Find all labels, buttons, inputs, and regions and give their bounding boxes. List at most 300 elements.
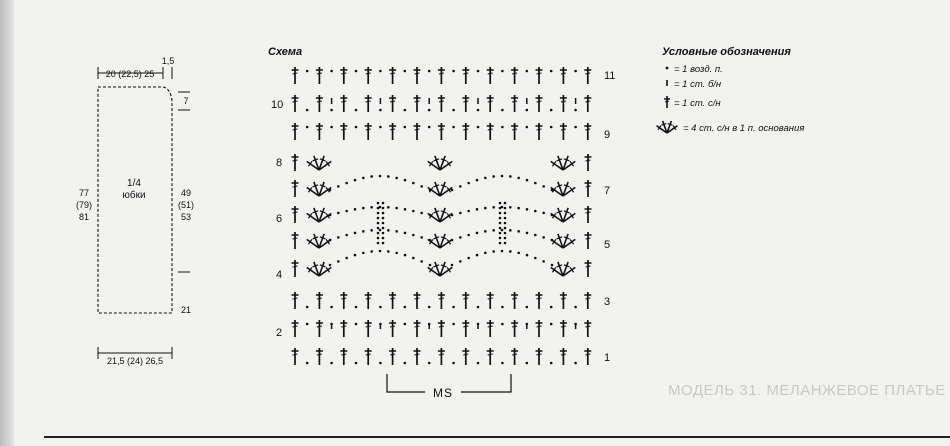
chain-stitch-dot-icon <box>550 126 553 129</box>
chain-stitch-dot-icon <box>412 257 415 260</box>
chain-stitch-dot-icon <box>526 306 529 309</box>
chain-stitch-dot-icon <box>306 126 309 129</box>
chain-stitch-dot-icon <box>501 306 504 309</box>
right-height-2: (51) <box>177 200 195 210</box>
chain-stitch-dot-icon <box>501 250 504 253</box>
row-number-4: 4 <box>276 269 283 281</box>
chain-stitch-dot-icon <box>509 229 512 232</box>
double-crochet-icon <box>487 320 494 337</box>
fan-cluster-icon <box>551 262 576 276</box>
chain-stitch-dot-icon <box>451 189 454 192</box>
chain-stitch-dot-icon <box>550 70 553 73</box>
chain-stitch-dot-icon <box>355 126 358 129</box>
stitch-row <box>292 348 592 365</box>
double-crochet-icon <box>511 348 518 365</box>
chain-stitch-dot-icon <box>476 232 479 235</box>
chain-stitch-dot-icon <box>370 250 373 253</box>
fan-cluster-icon <box>657 121 678 133</box>
chain-stitch-dot-icon <box>509 250 512 253</box>
fan-cluster-icon <box>307 234 332 248</box>
double-crochet-icon <box>462 348 469 365</box>
fan-cluster-icon <box>428 208 453 222</box>
fan-cluster-icon <box>307 182 332 196</box>
double-crochet-icon <box>487 123 494 140</box>
chain-stitch-dot-icon <box>330 306 333 309</box>
edge-double-crochet-icon <box>292 154 299 171</box>
double-crochet-icon <box>365 123 372 140</box>
row-number-6: 6 <box>276 213 283 225</box>
chain-stitch-dot-icon <box>551 189 554 192</box>
chain-stitch-dot-icon <box>370 206 373 209</box>
chain-stitch-dot-icon <box>428 362 431 365</box>
chain-stitch-dot-icon <box>377 202 380 205</box>
edge-double-crochet-icon <box>292 180 299 197</box>
chain-stitch-dot-icon <box>382 202 385 205</box>
chain-stitch-dot-icon <box>404 70 407 73</box>
chain-stitch-dot-icon <box>404 208 407 211</box>
chain-stitch-dot-icon <box>534 257 537 260</box>
chain-stitch-dot-icon <box>337 212 340 215</box>
stitch-row <box>292 67 592 84</box>
chain-stitch-dot-icon <box>499 202 502 205</box>
fan-cluster-icon <box>307 208 332 222</box>
chain-stitch-dot-icon <box>337 236 340 239</box>
chain-stitch-dot-icon <box>574 70 577 73</box>
double-crochet-icon <box>340 320 347 337</box>
edge-double-crochet-icon <box>585 206 592 223</box>
double-crochet-icon <box>316 348 323 365</box>
double-crochet-icon <box>414 67 421 84</box>
chain-stitch-dot-icon <box>420 212 423 215</box>
chain-stitch-dot-icon <box>451 214 454 217</box>
chain-stitch-dot-icon <box>467 210 470 213</box>
double-crochet-icon <box>389 320 396 337</box>
chain-stitch-dot-icon <box>451 264 454 267</box>
double-crochet-icon <box>414 95 421 112</box>
right-height-3: 53 <box>180 212 192 222</box>
double-crochet-icon <box>560 292 567 309</box>
chain-stitch-dot-icon <box>501 362 504 365</box>
chain-stitch-dot-icon <box>330 70 333 73</box>
double-crochet-icon <box>340 67 347 84</box>
chain-stitch-dot-icon <box>550 109 553 112</box>
chain-stitch-dot-icon <box>306 306 309 309</box>
chain-stitch-dot-icon <box>501 70 504 73</box>
row-number-11: 11 <box>604 70 616 82</box>
double-crochet-icon <box>438 123 445 140</box>
chain-stitch-dot-icon <box>452 362 455 365</box>
chain-stitch-dot-icon <box>477 126 480 129</box>
chain-stitch-dot-icon <box>534 182 537 185</box>
chain-stitch-dot-icon <box>330 109 333 112</box>
top-slope-label: 1,5 <box>161 56 175 66</box>
pattern-piece <box>76 56 194 366</box>
chain-stitch-dot-icon <box>377 227 380 230</box>
chain-stitch-dot-icon <box>492 206 495 209</box>
double-crochet-icon <box>414 320 421 337</box>
piece-label-name: юбки <box>122 190 146 201</box>
fan-cluster-icon <box>428 156 453 170</box>
double-crochet-icon <box>584 95 591 112</box>
chain-stitch-dot-icon <box>404 109 407 112</box>
chain-stitch-dot-icon <box>379 229 382 232</box>
double-crochet-icon <box>414 292 421 309</box>
chain-stitch-dot-icon <box>551 239 554 242</box>
chain-stitch-dot-icon <box>476 254 479 257</box>
chain-stitch-dot-icon <box>377 242 380 245</box>
double-crochet-icon <box>340 348 347 365</box>
chain-stitch-dot-icon <box>429 214 432 217</box>
chain-stitch-dot-icon <box>382 242 385 245</box>
double-crochet-icon <box>560 320 567 337</box>
chain-stitch-dot-icon <box>492 250 495 253</box>
double-crochet-icon <box>389 67 396 84</box>
chain-stitch-dot-icon <box>477 70 480 73</box>
chain-stitch-dot-icon <box>377 237 380 240</box>
double-crochet-icon <box>487 292 494 309</box>
chain-stitch-dot-icon <box>504 237 507 240</box>
chain-stitch-dot-icon <box>452 306 455 309</box>
chain-stitch-dot-icon <box>387 175 390 178</box>
chain-stitch-dot-icon <box>467 182 470 185</box>
fan-cluster-icon <box>428 182 453 196</box>
row-number-2: 2 <box>276 327 283 339</box>
chain-stitch-dot-icon <box>526 362 529 365</box>
chain-stitch-dot-icon <box>501 175 504 178</box>
repeat-label: MS <box>433 386 453 400</box>
chain-stitch-dot-icon <box>484 177 487 180</box>
chain-stitch-dot-icon <box>382 227 385 230</box>
left-height-3: 81 <box>78 212 90 222</box>
chain-stitch-dot-icon <box>345 257 348 260</box>
row-number-5: 5 <box>604 239 611 251</box>
double-crochet-icon <box>536 320 543 337</box>
double-crochet-icon <box>340 123 347 140</box>
double-crochet-icon <box>536 95 543 112</box>
chain-stitch-dot-icon <box>459 260 462 263</box>
row-number-3: 3 <box>604 296 611 308</box>
chain-stitch-dot-icon <box>452 323 455 326</box>
double-crochet-icon <box>365 348 372 365</box>
chain-stitch-dot-icon <box>542 212 545 215</box>
chain-stitch-dot-icon <box>574 126 577 129</box>
fan-cluster-icon <box>307 262 332 276</box>
chain-stitch-dot-icon <box>362 177 365 180</box>
chain-stitch-dot-icon <box>428 306 431 309</box>
chain-stitch-dot-icon <box>517 177 520 180</box>
chain-stitch-dot-icon <box>477 109 480 112</box>
double-crochet-icon <box>462 292 469 309</box>
chain-stitch-dot-icon <box>452 109 455 112</box>
chain-stitch-dot-icon <box>395 177 398 180</box>
row-number-1: 1 <box>604 352 611 364</box>
legend-title: Условные обозначения <box>662 46 791 58</box>
chain-stitch-dot-icon <box>526 254 529 257</box>
chain-stitch-dot-icon <box>377 232 380 235</box>
double-crochet-icon <box>292 320 299 337</box>
double-crochet-icon <box>316 95 323 112</box>
chain-stitch-dot-icon <box>387 229 390 232</box>
chain-stitch-dot-icon <box>428 109 431 112</box>
chain-stitch-dot-icon <box>379 126 382 129</box>
chain-stitch-dot-icon <box>504 207 507 210</box>
chain-stitch-dot-icon <box>501 126 504 129</box>
bleed-through-heading: МОДЕЛЬ 31. МЕЛАНЖЕВОЕ ПЛАТЬЕ <box>668 382 946 399</box>
chain-stitch-dot-icon <box>550 362 553 365</box>
chain-stitch-dot-icon <box>501 109 504 112</box>
double-crochet-icon <box>340 292 347 309</box>
double-crochet-icon <box>560 95 567 112</box>
stitch-row <box>292 95 592 112</box>
chain-stitch-dot-icon <box>395 252 398 255</box>
chain-stitch-dot-icon <box>476 208 479 211</box>
piece-label-fraction: 1/4 <box>127 178 141 189</box>
double-crochet-icon <box>340 95 347 112</box>
chain-stitch-dot-icon <box>666 67 669 70</box>
double-crochet-icon <box>438 348 445 365</box>
double-crochet-icon <box>487 67 494 84</box>
chain-stitch-dot-icon <box>499 242 502 245</box>
chain-stitch-dot-icon <box>504 227 507 230</box>
chain-stitch-dot-icon <box>370 229 373 232</box>
double-crochet-icon <box>560 67 567 84</box>
chain-stitch-dot-icon <box>382 217 385 220</box>
double-crochet-icon <box>584 292 591 309</box>
chain-stitch-dot-icon <box>306 323 309 326</box>
double-crochet-icon <box>389 348 396 365</box>
chain-stitch-dot-icon <box>574 362 577 365</box>
double-crochet-icon <box>292 67 299 84</box>
chain-stitch-dot-icon <box>330 362 333 365</box>
double-crochet-icon <box>292 95 299 112</box>
chain-stitch-dot-icon <box>428 126 431 129</box>
fan-cluster-icon <box>428 234 453 248</box>
chain-stitch-dot-icon <box>382 212 385 215</box>
chain-stitch-dot-icon <box>382 222 385 225</box>
chain-stitch-dot-icon <box>550 306 553 309</box>
chain-stitch-dot-icon <box>476 179 479 182</box>
chain-stitch-dot-icon <box>509 175 512 178</box>
chain-stitch-dot-icon <box>382 207 385 210</box>
chain-stitch-dot-icon <box>551 214 554 217</box>
chain-stitch-dot-icon <box>542 236 545 239</box>
chain-stitch-dot-icon <box>526 109 529 112</box>
fan-cluster-icon <box>551 182 576 196</box>
chain-stitch-dot-icon <box>526 179 529 182</box>
chain-stitch-dot-icon <box>509 206 512 209</box>
chain-stitch-dot-icon <box>377 222 380 225</box>
stitch-chart <box>292 67 592 365</box>
double-crochet-icon <box>511 320 518 337</box>
chain-stitch-dot-icon <box>517 252 520 255</box>
edge-double-crochet-icon <box>585 154 592 171</box>
double-crochet-icon <box>511 67 518 84</box>
chain-stitch-dot-icon <box>329 189 332 192</box>
chain-stitch-dot-icon <box>504 222 507 225</box>
fan-cluster-icon <box>551 234 576 248</box>
top-width-label: 20 (22,5) 25 <box>105 69 155 79</box>
stitch-row <box>292 292 592 309</box>
chain-stitch-dot-icon <box>404 126 407 129</box>
legend-item-fan: = 4 ст. с/н в 1 п. основания <box>683 123 805 134</box>
double-crochet-icon <box>365 95 372 112</box>
chain-stitch-dot-icon <box>459 212 462 215</box>
chain-stitch-dot-icon <box>379 206 382 209</box>
chain-stitch-dot-icon <box>362 230 365 233</box>
double-crochet-icon <box>389 292 396 309</box>
chain-stitch-dot-icon <box>420 236 423 239</box>
legend <box>657 46 805 134</box>
chain-stitch-dot-icon <box>484 230 487 233</box>
double-crochet-icon <box>511 123 518 140</box>
fan-cluster-icon <box>307 156 332 170</box>
double-crochet-icon <box>584 348 591 365</box>
chain-stitch-dot-icon <box>382 237 385 240</box>
row-number-7: 7 <box>604 185 611 197</box>
chain-stitch-dot-icon <box>499 217 502 220</box>
chain-stitch-dot-icon <box>354 179 357 182</box>
chain-stitch-dot-icon <box>404 362 407 365</box>
chain-stitch-dot-icon <box>499 227 502 230</box>
double-crochet-icon <box>536 123 543 140</box>
fan-cluster-icon <box>551 156 576 170</box>
double-crochet-icon <box>536 292 543 309</box>
chain-stitch-dot-icon <box>354 208 357 211</box>
double-crochet-icon <box>414 123 421 140</box>
double-crochet-icon <box>536 67 543 84</box>
chain-stitch-dot-icon <box>354 254 357 257</box>
double-crochet-icon <box>365 292 372 309</box>
double-crochet-icon <box>462 123 469 140</box>
left-height-2: (79) <box>75 200 93 210</box>
chain-stitch-dot-icon <box>355 323 358 326</box>
chain-stitch-dot-icon <box>504 232 507 235</box>
double-crochet-icon <box>414 348 421 365</box>
double-crochet-icon <box>462 320 469 337</box>
double-crochet-icon <box>487 348 494 365</box>
chain-stitch-dot-icon <box>337 260 340 263</box>
double-crochet-icon <box>389 123 396 140</box>
double-crochet-icon <box>316 67 323 84</box>
double-crochet-icon <box>365 67 372 84</box>
chain-stitch-dot-icon <box>499 237 502 240</box>
edge-double-crochet-icon <box>292 260 299 277</box>
chain-stitch-dot-icon <box>484 207 487 210</box>
bottom-width-label: 21,5 (24) 26,5 <box>106 356 164 366</box>
chain-stitch-dot-icon <box>355 306 358 309</box>
chain-stitch-dot-icon <box>329 264 332 267</box>
right-top-measure: 7 <box>183 96 189 106</box>
chain-stitch-dot-icon <box>404 306 407 309</box>
chain-stitch-dot-icon <box>362 252 365 255</box>
chain-stitch-dot-icon <box>542 260 545 263</box>
chain-stitch-dot-icon <box>492 229 495 232</box>
chain-stitch-dot-icon <box>526 70 529 73</box>
left-height-1: 77 <box>78 188 90 198</box>
chain-stitch-dot-icon <box>377 217 380 220</box>
chain-stitch-dot-icon <box>345 234 348 237</box>
chain-stitch-dot-icon <box>306 109 309 112</box>
double-crochet-icon <box>584 123 591 140</box>
edge-double-crochet-icon <box>292 206 299 223</box>
chain-stitch-dot-icon <box>504 202 507 205</box>
double-crochet-icon <box>560 348 567 365</box>
chain-stitch-dot-icon <box>484 252 487 255</box>
chain-stitch-dot-icon <box>574 109 577 112</box>
chain-stitch-dot-icon <box>420 260 423 263</box>
right-height-1: 49 <box>180 188 192 198</box>
chain-stitch-dot-icon <box>492 175 495 178</box>
double-crochet-icon <box>316 123 323 140</box>
double-crochet-icon <box>438 320 445 337</box>
edge-double-crochet-icon <box>585 232 592 249</box>
chain-stitch-dot-icon <box>412 182 415 185</box>
double-crochet-icon <box>511 292 518 309</box>
chain-stitch-dot-icon <box>379 109 382 112</box>
chain-stitch-dot-icon <box>501 206 504 209</box>
double-crochet-icon <box>462 95 469 112</box>
chain-stitch-dot-icon <box>517 230 520 233</box>
chain-stitch-dot-icon <box>504 217 507 220</box>
chain-stitch-dot-icon <box>534 234 537 237</box>
chain-stitch-dot-icon <box>429 189 432 192</box>
row-number-10: 10 <box>271 99 284 111</box>
chain-stitch-dot-icon <box>412 210 415 213</box>
double-crochet-icon <box>664 96 670 108</box>
chain-stitch-dot-icon <box>355 70 358 73</box>
chain-stitch-dot-icon <box>379 306 382 309</box>
chain-stitch-dot-icon <box>429 264 432 267</box>
chain-stitch-dot-icon <box>501 323 504 326</box>
fan-section <box>292 154 592 277</box>
double-crochet-icon <box>389 95 396 112</box>
chain-stitch-dot-icon <box>428 70 431 73</box>
chain-stitch-dot-icon <box>420 185 423 188</box>
chain-stitch-dot-icon <box>526 126 529 129</box>
chain-stitch-dot-icon <box>451 239 454 242</box>
double-crochet-icon <box>438 95 445 112</box>
chain-stitch-dot-icon <box>379 250 382 253</box>
double-crochet-icon <box>316 292 323 309</box>
chain-stitch-dot-icon <box>404 232 407 235</box>
chain-stitch-dot-icon <box>345 210 348 213</box>
chain-stitch-dot-icon <box>499 222 502 225</box>
chain-stitch-dot-icon <box>526 208 529 211</box>
chain-stitch-dot-icon <box>477 306 480 309</box>
chain-stitch-dot-icon <box>501 229 504 232</box>
chain-stitch-dot-icon <box>404 254 407 257</box>
fan-cluster-icon <box>657 121 678 133</box>
chain-stitch-dot-icon <box>517 207 520 210</box>
chain-stitch-dot-icon <box>429 239 432 242</box>
double-crochet-icon <box>292 348 299 365</box>
double-crochet-icon <box>584 67 591 84</box>
double-crochet-icon <box>292 123 299 140</box>
chain-stitch-dot-icon <box>355 362 358 365</box>
legend-item-double: = 1 ст. с/н <box>674 98 721 109</box>
chain-stitch-dot-icon <box>379 175 382 178</box>
chain-stitch-dot-icon <box>574 306 577 309</box>
chain-stitch-dot-icon <box>412 234 415 237</box>
chain-stitch-dot-icon <box>504 212 507 215</box>
chain-stitch-dot-icon <box>404 179 407 182</box>
chain-stitch-dot-icon <box>329 239 332 242</box>
stitch-row <box>292 320 592 337</box>
chain-stitch-dot-icon <box>382 232 385 235</box>
chain-stitch-dot-icon <box>542 185 545 188</box>
chain-stitch-dot-icon <box>467 234 470 237</box>
edge-double-crochet-icon <box>585 260 592 277</box>
